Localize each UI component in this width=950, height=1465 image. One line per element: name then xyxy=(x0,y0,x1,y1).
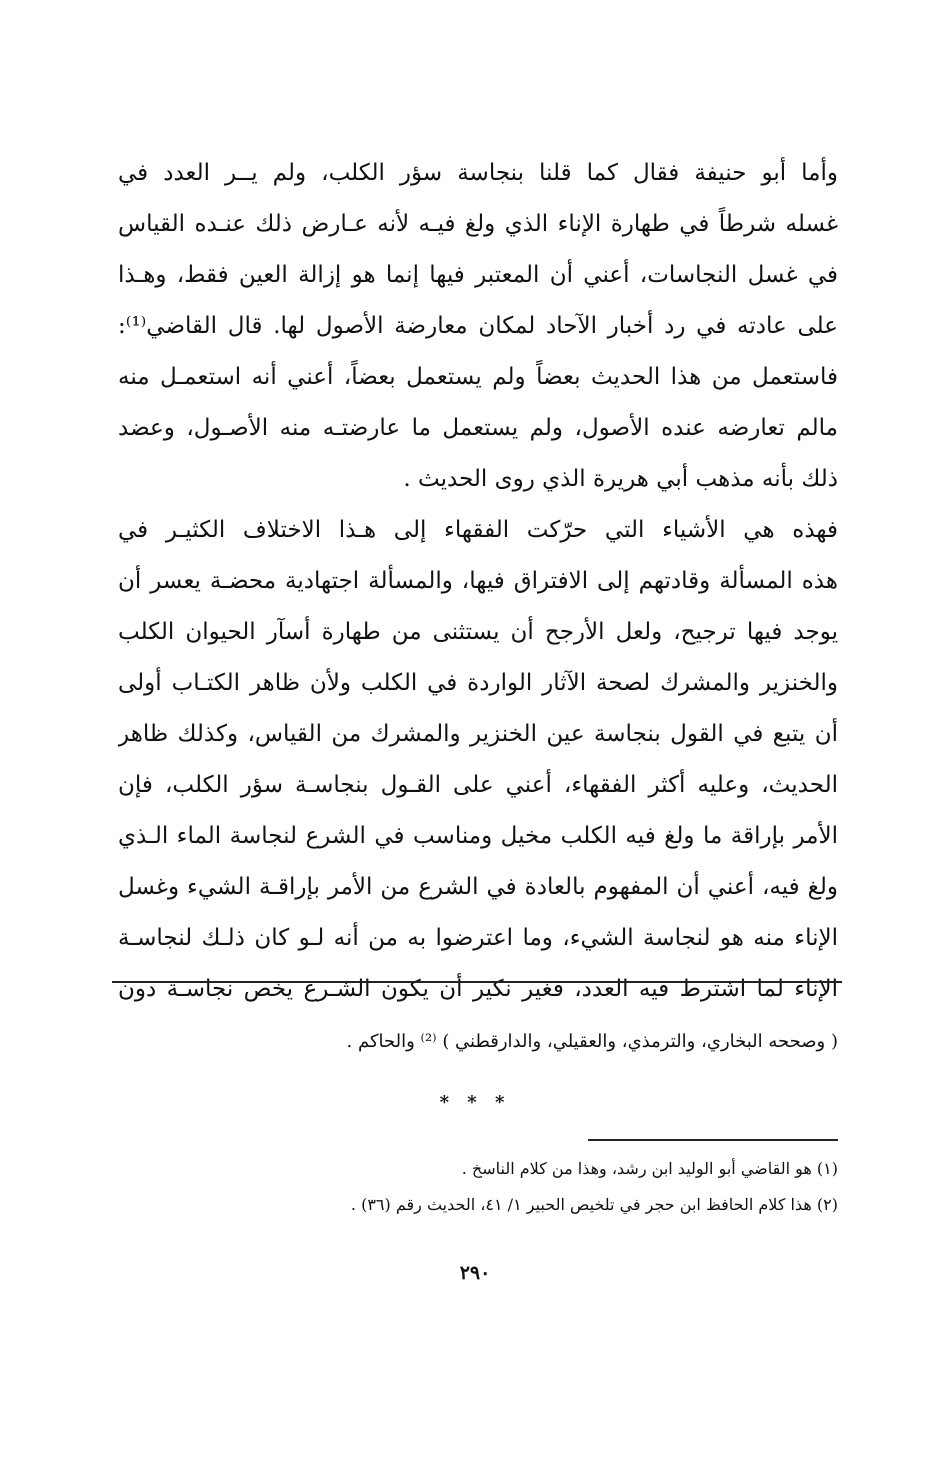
text-line: هذه المسألة وقادتهم إلى الافتراق فيها، والمسألة اجتهادية محضـة يعسر أن xyxy=(118,568,838,594)
footnote-rule xyxy=(588,1139,838,1141)
text-line: الإناء لما اشترط فيه العدد، فغير نكير أن يكون الشـرع يخص نجاسـة دون xyxy=(118,976,838,1002)
section-separator: * * * xyxy=(439,1092,511,1113)
text-line: أن يتبع في القول بنجاسة عين الخنزير والمشرك من القياس، وكذلك ظاهر xyxy=(118,721,838,747)
text-line: في غسل النجاسات، أعني أن المعتبر فيها إنما هو إزالة العين فقط، وهـذا xyxy=(118,262,838,288)
text-line: يوجد فيها ترجيح، ولعل الأرجح أن يستثنى من طهارة أسآر الحيوان الكلب xyxy=(118,619,838,645)
text-line: ولغ فيه، أعني أن المفهوم بالعادة في الشرع من الأمر بإراقـة الشيء وغسل xyxy=(118,874,838,900)
text-line: والخنزير والمشرك لصحة الآثار الواردة في الكلب ولأن ظاهر الكتـاب أولى xyxy=(118,670,838,696)
text-line: وأما أبو حنيفة فقال كما قلنا بنجاسة سؤر الكلب، ولم يــر العدد في xyxy=(118,160,838,186)
text-line: الإناء منه هو لنجاسة الشيء، وما اعترضوا به من أنه لـو كان ذلـك لنجاسـة xyxy=(118,925,838,951)
main-paragraph-1 xyxy=(118,148,838,505)
footnote-2: (٢) هذا كلام الحافظ ابن حجر في تلخيص الحبير ١/ ٤١، الحديث رقم (٣٦) . xyxy=(350,1195,838,1214)
footnote-divider xyxy=(112,981,842,983)
text-line: فهذه هي الأشياء التي حرّكت الفقهاء إلى هـذا الاختلاف الكثيـر في xyxy=(118,517,838,543)
continued-note: ( وصححه البخاري، والترمذي، والعقيلي، والدارقطني ) ⁽²⁾ والحاكم . xyxy=(346,1031,838,1052)
main-paragraph-2 xyxy=(118,505,838,1015)
text-line: غسله شرطاً في طهارة الإناء الذي ولغ فيـه لأنه عـارض ذلك عنـده القياس xyxy=(118,211,838,237)
text-line: الحديث، وعليه أكثر الفقهاء، أعني على القـول بنجاسـة سؤر الكلب، فإن xyxy=(118,772,838,798)
footnote-1: (١) هو القاضي أبو الوليد ابن رشد، وهذا من كلام الناسخ . xyxy=(461,1159,838,1178)
text-line: الأمر بإراقة ما ولغ فيه الكلب مخيل ومناسب في الشرع لنجاسة الماء الـذي xyxy=(118,823,838,849)
text-line: مالم تعارضه عنده الأصول، ولم يستعمل ما عارضتـه منه الأصـول، وعضد xyxy=(118,415,838,441)
text-line: فاستعمل من هذا الحديث بعضاً ولم يستعمل بعضاً، أعني أنه استعمـل منه xyxy=(118,364,838,390)
text-line: ذلك بأنه مذهب أبي هريرة الذي روى الحديث . xyxy=(403,466,838,492)
page-number: ٢٩٠ xyxy=(459,1262,491,1284)
text-line: على عادته في رد أخبار الآحاد لمكان معارضة الأصول لها. قال القاضي⁽¹⁾: xyxy=(118,313,838,339)
